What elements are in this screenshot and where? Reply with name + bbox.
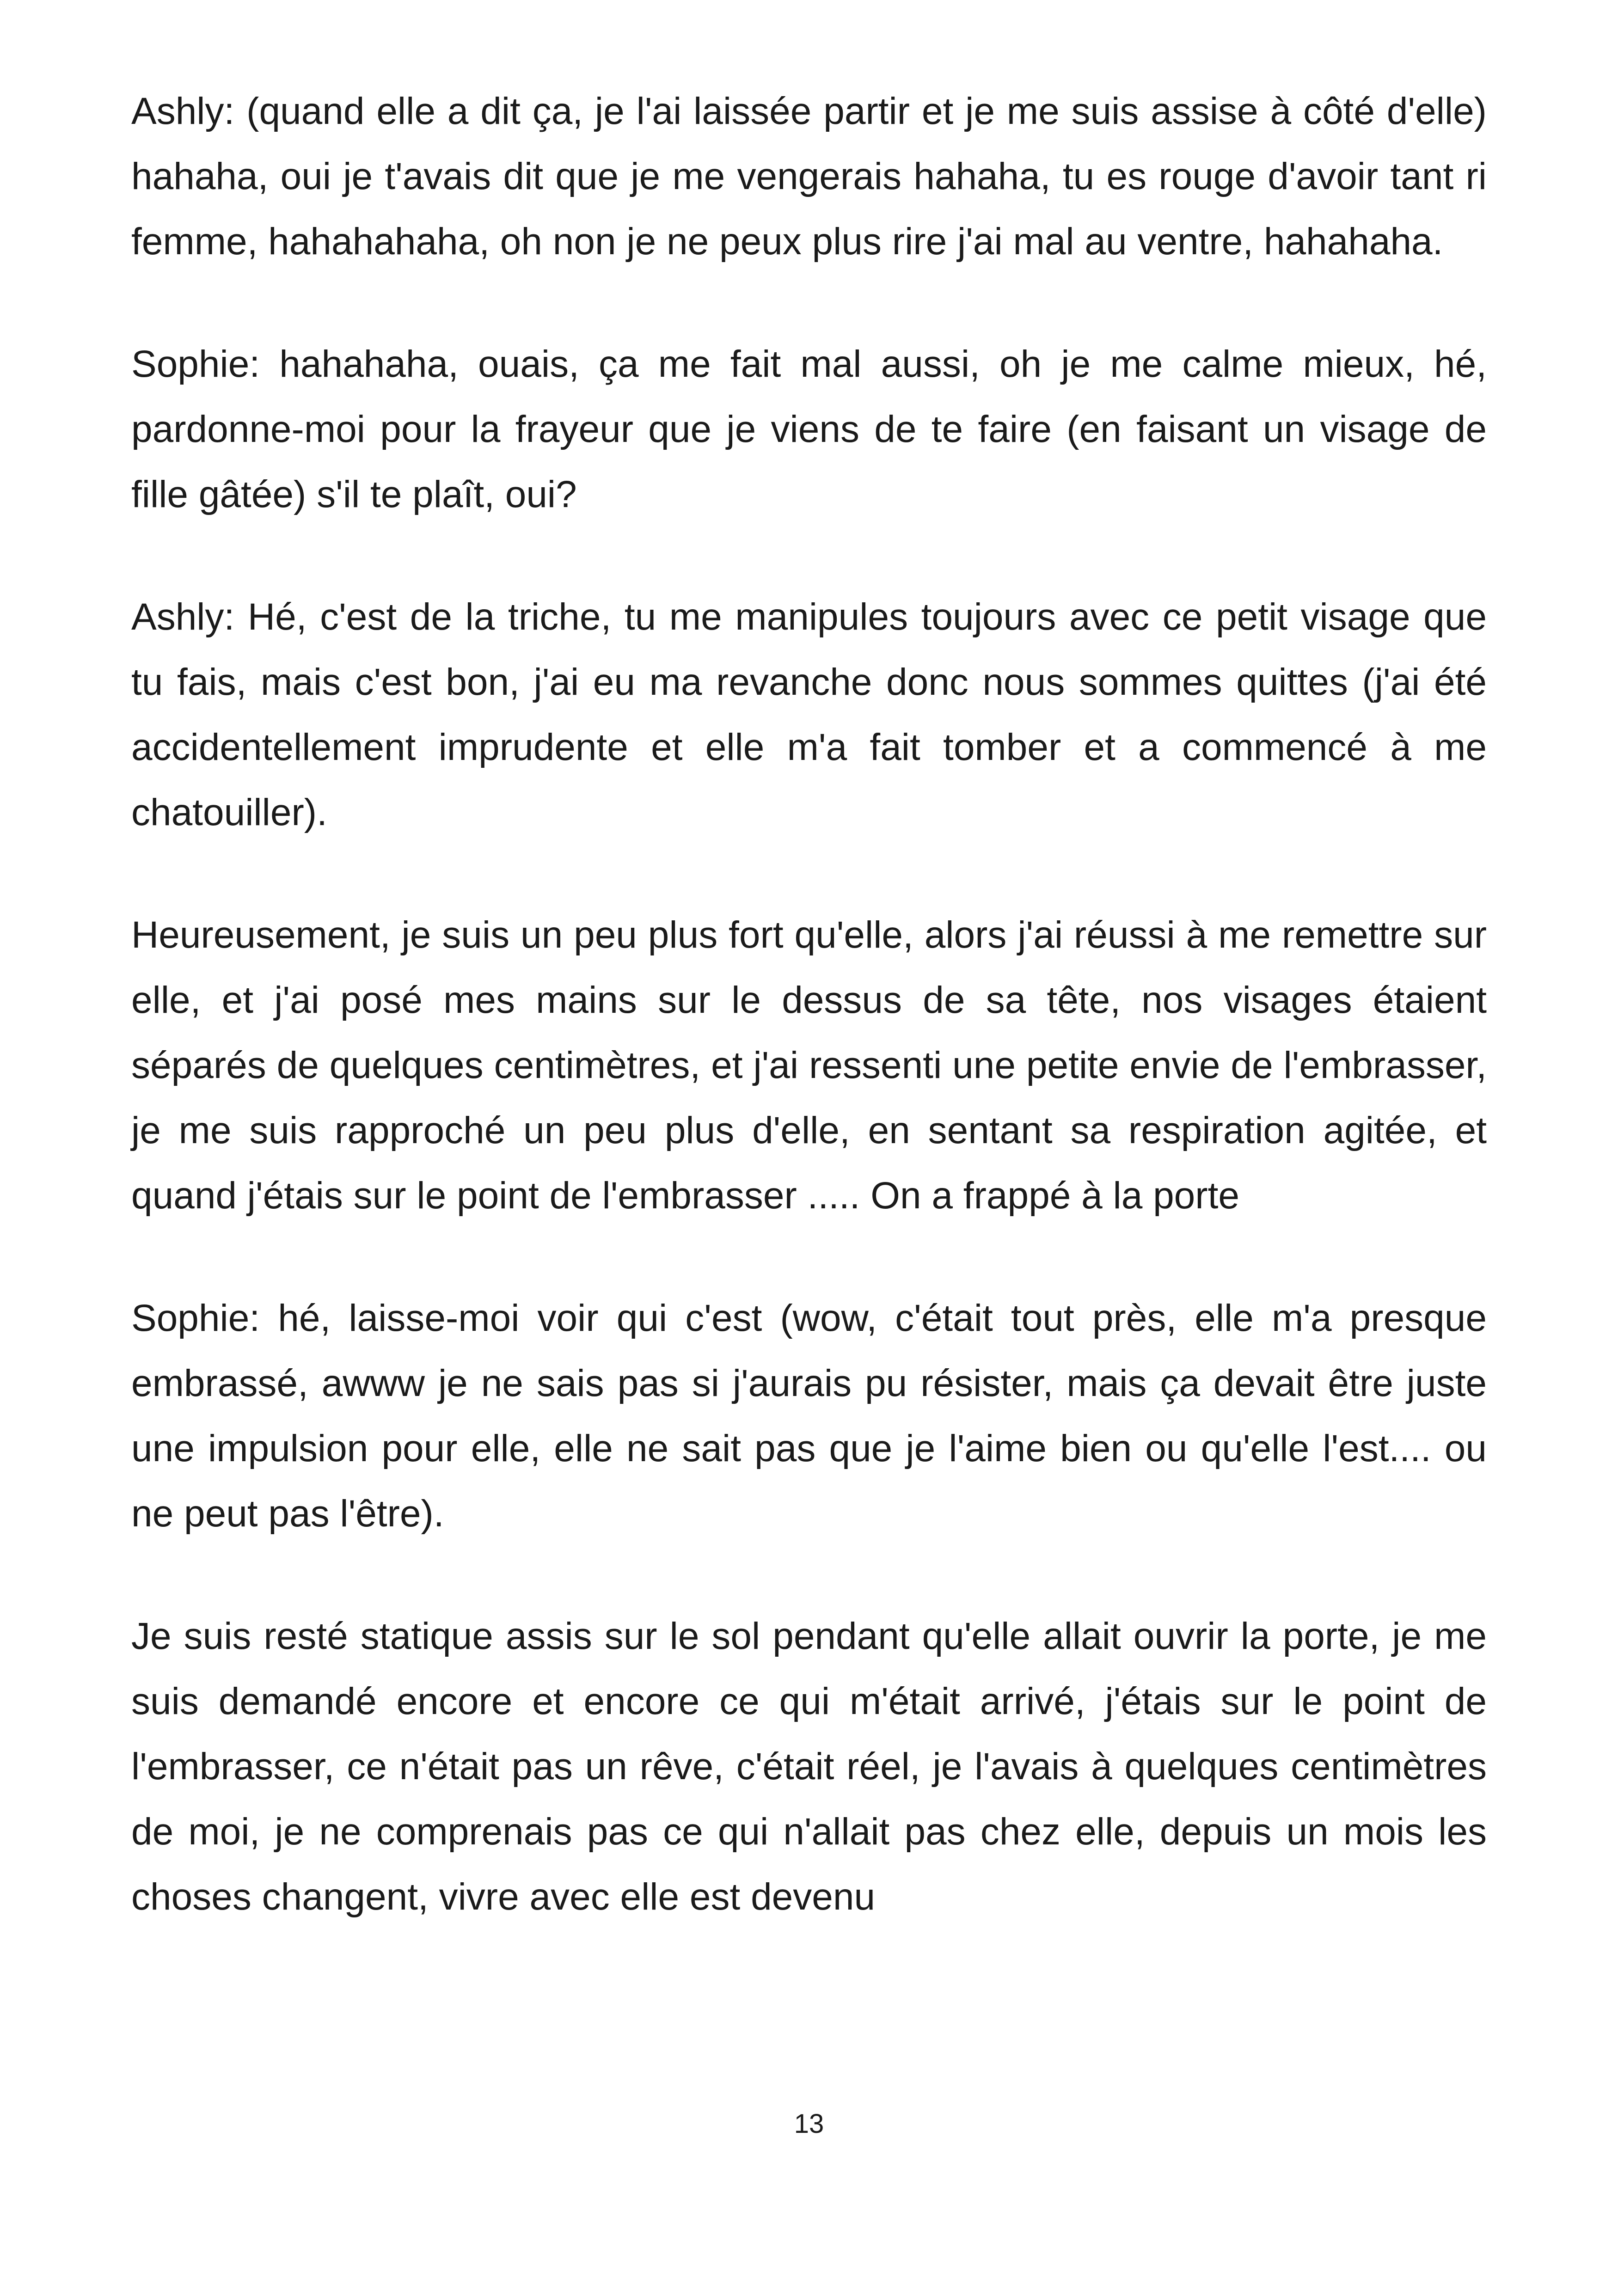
paragraph-sophie-apology: Sophie: hahahaha, ouais, ça me fait mal aussi, oh je me calme mieux, hé, pardonne-moi pour la frayeur que je viens de te faire (en faisant un visage de fille gâtée) s'il te plaît, oui? (131, 343, 1487, 515)
page-body (131, 79, 1487, 1987)
page-number: 13 (794, 2109, 824, 2139)
paragraph-narration-reflection: Je suis resté statique assis sur le sol pendant qu'elle allait ouvrir la porte, je me suis demandé encore et encore ce qui m'était arrivé, j'étais sur le point de l'embrasser, ce n'était pas un rêve, c'était réel, je l'avais à quelques centimètres de moi, je ne comprenais pas ce qui n'allait pas chez elle, depuis un mois les choses changent, vivre avec elle est devenu (131, 1615, 1487, 1918)
paragraph-sophie-door: Sophie: hé, laisse-moi voir qui c'est (wow, c'était tout près, elle m'a presque embrassé, awww je ne sais pas si j'aurais pu résister, mais ça devait être juste une impulsion pour elle, elle ne sait pas que je l'aime bien ou qu'elle l'est.... ou ne peut pas l'être). (131, 1297, 1487, 1535)
paragraph-narration-almost-kiss: Heureusement, je suis un peu plus fort qu'elle, alors j'ai réussi à me remettre sur elle, et j'ai posé mes mains sur le dessus de sa tête, nos visages étaient séparés de quelques centimètres, et j'ai ressenti une petite envie de l'embrasser, je me suis rapproché un peu plus d'elle, en sentant sa respiration agitée, et quand j'étais sur le point de l'embrasser ..... On a frappé à la porte (131, 914, 1487, 1217)
paragraph-ashly-manipulation: Ashly: Hé, c'est de la triche, tu me manipules toujours avec ce petit visage que tu fais, mais c'est bon, j'ai eu ma revanche donc nous sommes quittes (j'ai été accidentellement imprudente et elle m'a fait tomber et a commencé à me chatouiller). (131, 596, 1487, 833)
paragraph-ashly-revenge: Ashly: (quand elle a dit ça, je l'ai laissée partir et je me suis assise à côté d'elle) hahaha, oui je t'avais dit que je me vengerais hahaha, tu es rouge d'avoir tant ri femme, hahahahaha, oh non je ne peux plus rire j'ai mal au ventre, hahahaha. (131, 90, 1487, 263)
